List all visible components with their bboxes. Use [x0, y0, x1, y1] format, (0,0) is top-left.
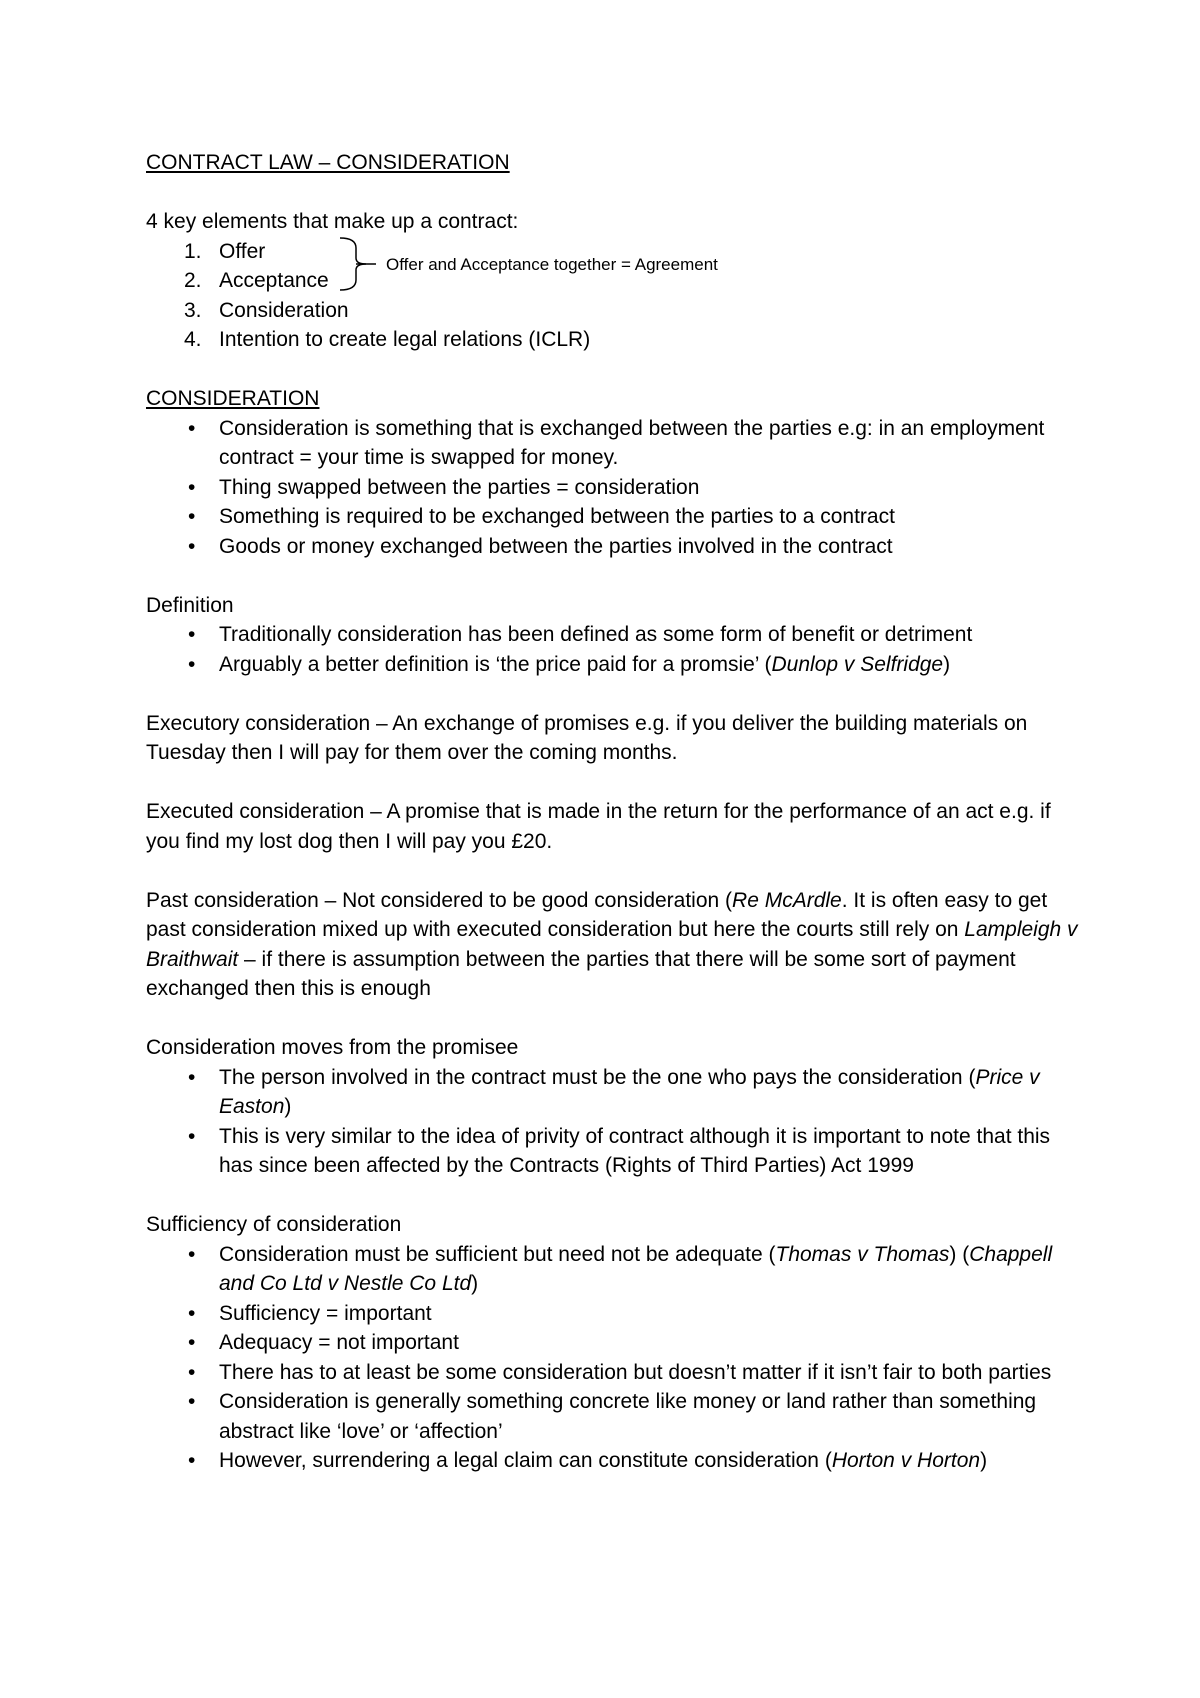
agreement-note: Offer and Acceptance together = Agreement — [386, 255, 718, 274]
list-item: 1. Offer — [184, 239, 266, 263]
executed-paragraph: Executed consideration – A promise that is made in the return for the performance of an act e.g. if you find my lost dog then I will pay you £20. — [146, 800, 1051, 853]
list-item: 2. Acceptance — [184, 269, 329, 292]
executory-paragraph: Executory consideration – An exchange of promises e.g. if you deliver the building materials on Tuesday then I will pay for them over the coming months. — [146, 711, 1028, 764]
document-body — [146, 148, 1086, 1476]
list-item: • Goods or money exchanged between the parties involved in the contract — [146, 532, 1086, 562]
case-name: Price v Easton — [219, 1065, 1040, 1118]
list-item: • The person involved in the contract must be the one who pays the consideration (Price v Easton) — [146, 1063, 1086, 1122]
list-item: • Sufficiency = important — [146, 1299, 1086, 1329]
list-item: • Thing swapped between the parties = consideration — [146, 473, 1086, 503]
case-name: Lampleigh v Braithwait — [146, 918, 1078, 971]
list-item: • There has to at least be some consideration but doesn’t matter if it isn’t fair to both parties — [146, 1358, 1086, 1388]
list-item: • Consideration must be sufficient but need not be adequate (Thomas v Thomas) (Chappell and Co Ltd v Nestle Co Ltd) — [146, 1240, 1086, 1299]
list-item: 4. Intention to create legal relations (ICLR) — [184, 328, 591, 351]
list-item: • However, surrendering a legal claim can constitute consideration (Horton v Horton) — [146, 1446, 1086, 1476]
consideration-heading: CONSIDERATION — [146, 387, 320, 410]
elements-list — [146, 237, 1086, 355]
list-item: • Consideration is generally something concrete like money or land rather than something abstract like ‘love’ or ‘affection’ — [146, 1387, 1086, 1446]
list-item: 3. Consideration — [184, 298, 349, 322]
list-item: • This is very similar to the idea of privity of contract although it is important to note that this has since been affected by the Contracts (Rights of Third Parties) Act 1999 — [146, 1122, 1086, 1181]
elements-intro: 4 key elements that make up a contract: — [146, 210, 519, 233]
definition-heading: Definition — [146, 593, 234, 617]
list-item: • Consideration is something that is exchanged between the parties e.g: in an employment contract = your time is swapped for money. — [146, 414, 1086, 473]
case-name: Dunlop v Selfridge — [771, 652, 944, 676]
list-item: • Traditionally consideration has been defined as some form of benefit or detriment — [146, 620, 1086, 650]
definition-list — [146, 620, 1086, 679]
case-name: Re McArdle — [732, 888, 842, 912]
case-name: Chappell and Co Ltd v Nestle Co Ltd — [219, 1242, 1053, 1295]
list-item: • Something is required to be exchanged between the parties to a contract — [146, 502, 1086, 532]
promisee-list — [146, 1063, 1086, 1181]
sufficiency-list — [146, 1240, 1086, 1476]
consideration-list — [146, 414, 1086, 562]
list-item: • Adequacy = not important — [146, 1328, 1086, 1358]
list-item: • Arguably a better definition is ‘the price paid for a promsie’ (Dunlop v Selfridge) — [146, 650, 1086, 680]
past-consideration-paragraph: Past consideration – Not considered to be good consideration (Re McArdle. It is often easy to get past consideration mixed up with executed consideration but here the courts still rely on Lampleigh v Braithwait – if there is assumption between the parties that there will be some sort of payment exchanged then this is enough — [146, 888, 1078, 1000]
case-name: Horton v Horton — [831, 1449, 981, 1472]
promisee-heading: Consideration moves from the promisee — [146, 1036, 519, 1059]
sufficiency-heading: Sufficiency of consideration — [146, 1213, 402, 1236]
case-name: Thomas v Thomas — [775, 1242, 950, 1266]
page-title: CONTRACT LAW – CONSIDERATION — [146, 151, 510, 174]
